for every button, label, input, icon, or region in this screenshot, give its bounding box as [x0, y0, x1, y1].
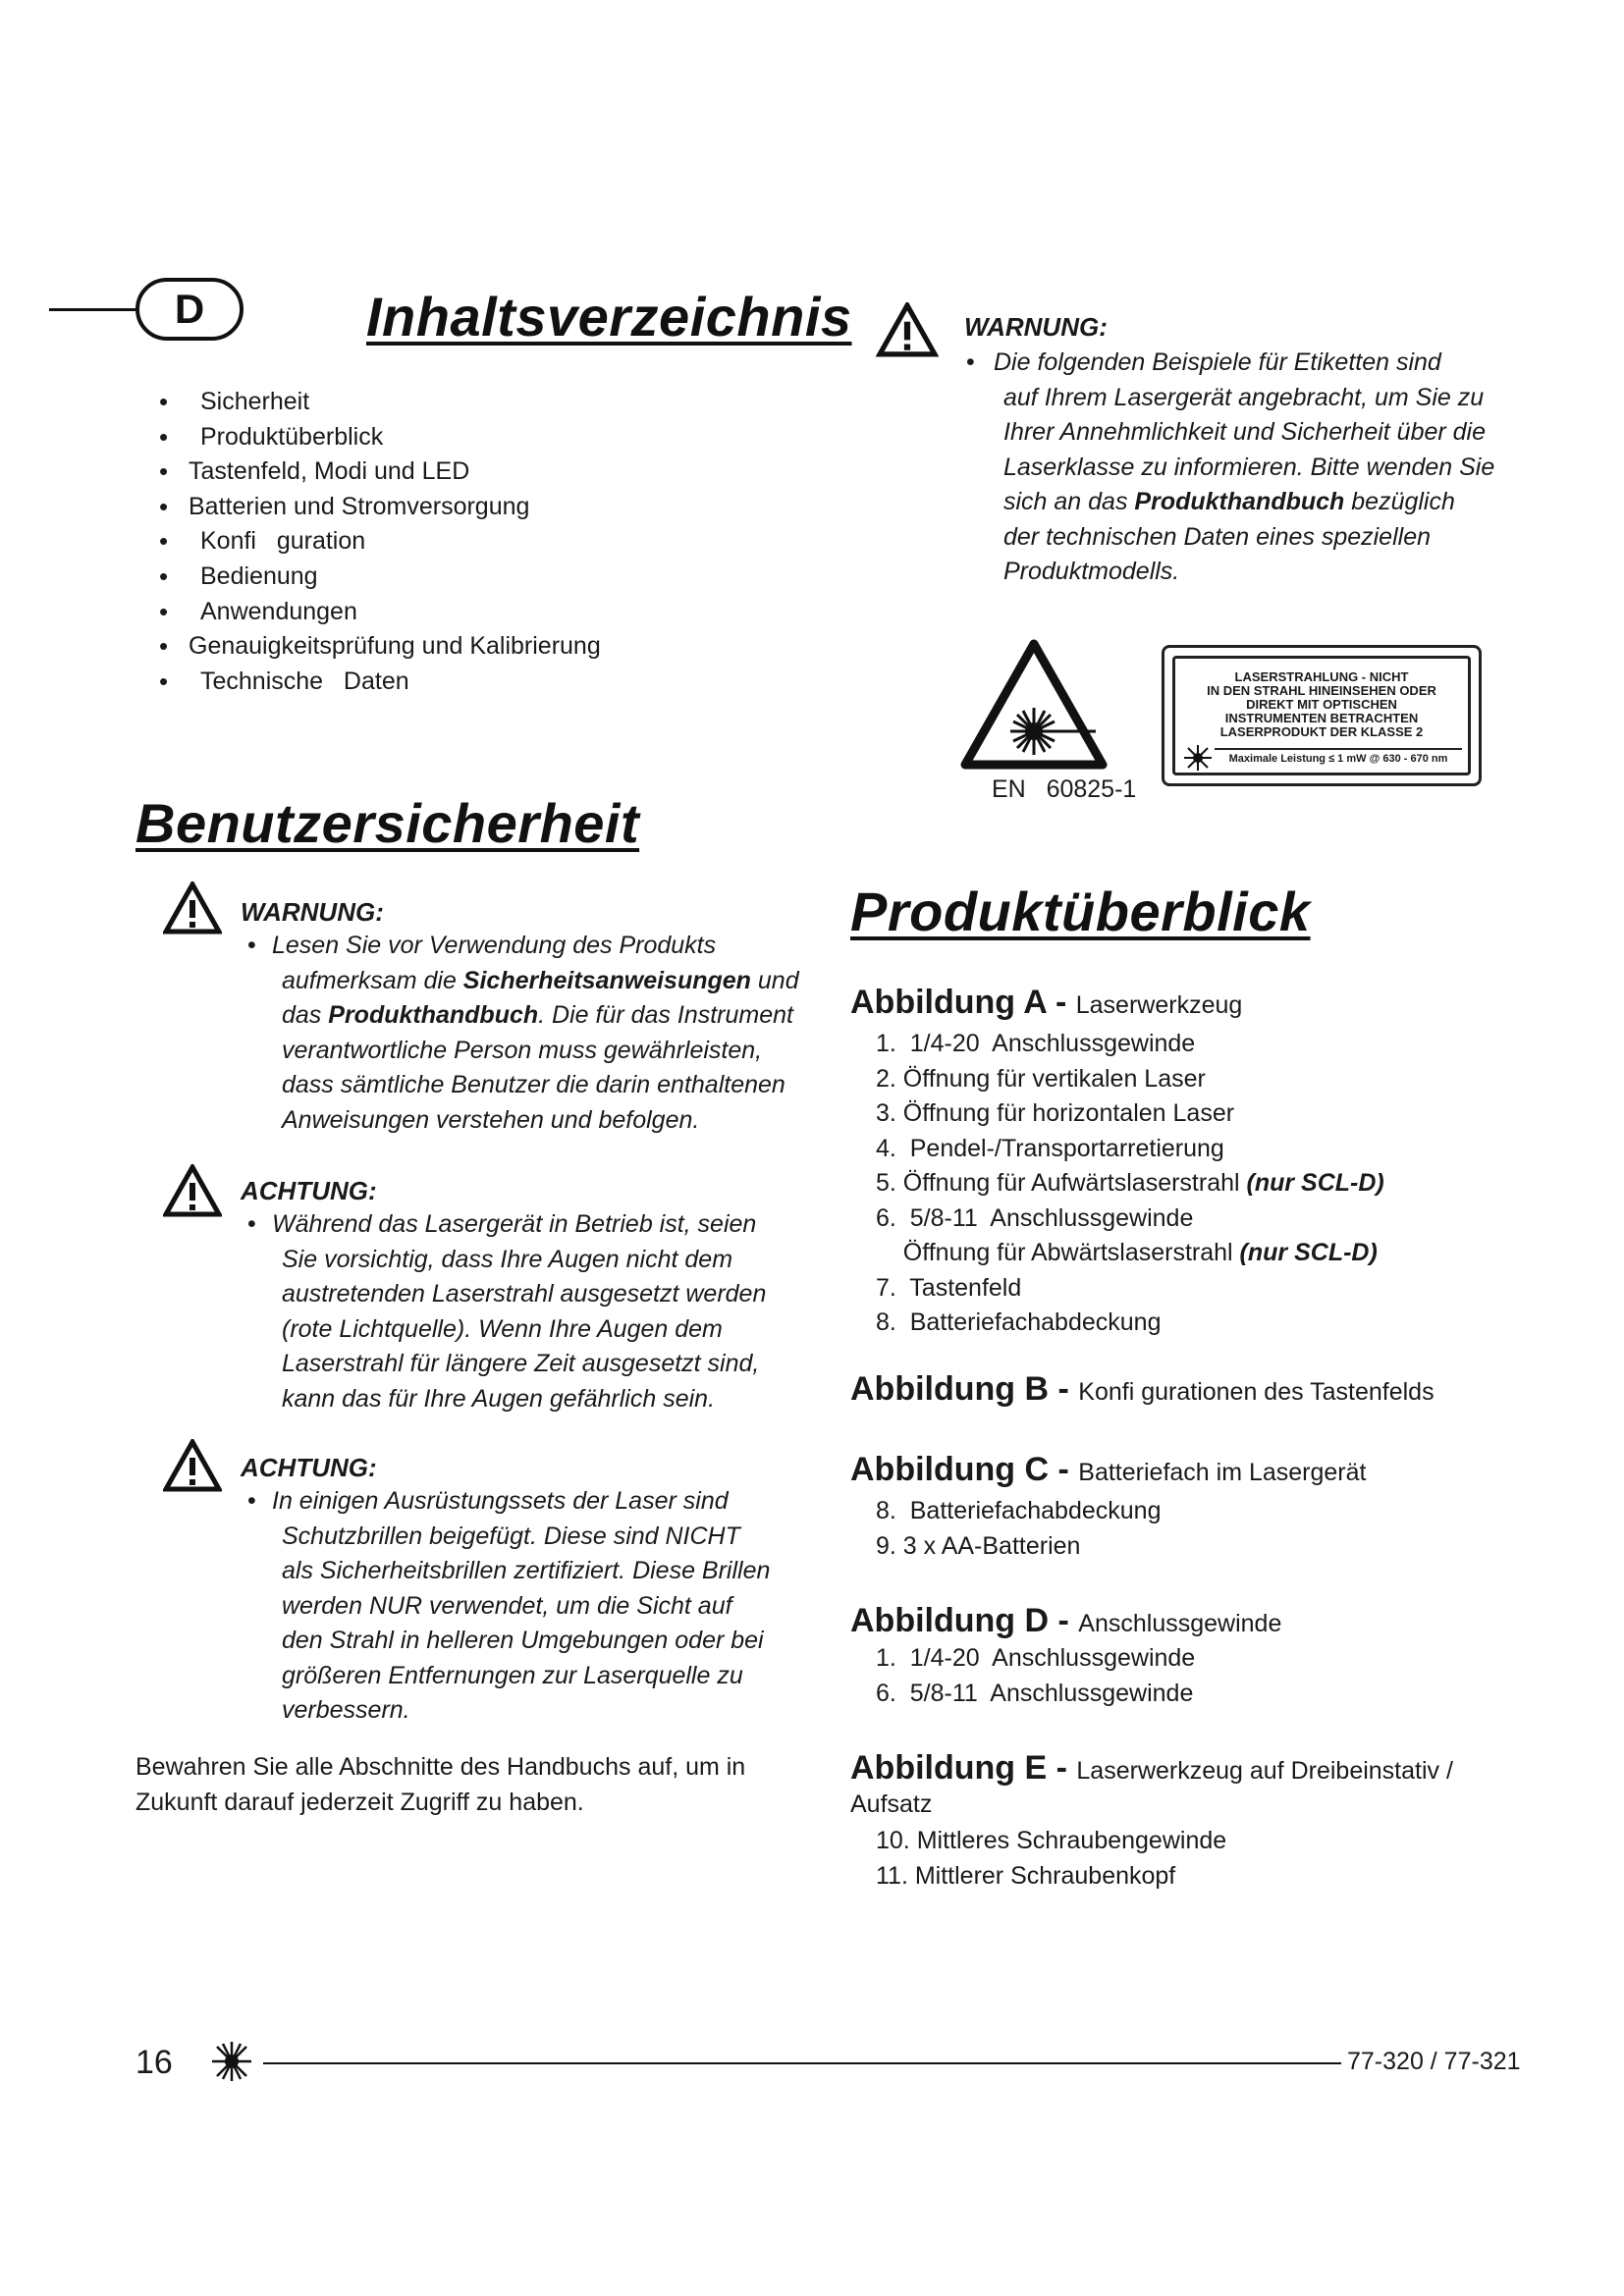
page-number: 16 — [135, 2044, 173, 2081]
laser-class-label-inner — [1172, 656, 1471, 775]
document-code: 77-320 / 77-321 — [1347, 2048, 1521, 2075]
figure-desc: Laserwerkzeug auf Dreibeinstativ / — [1076, 1757, 1453, 1785]
laser-starburst-icon — [208, 2040, 255, 2083]
list-item: 5. Öffnung für Aufwärtslaserstrahl (nur SCL-D) — [876, 1169, 1384, 1197]
caution-line: Laserstrahl für längere Zeit ausgesetzt sind, — [282, 1350, 760, 1377]
bullet: • — [247, 1210, 256, 1238]
toc-item[interactable]: • Batterien und Stromversorgung — [159, 490, 601, 525]
caution-line: Während das Lasergerät in Betrieb ist, seien — [272, 1210, 757, 1238]
figure-d-list — [876, 1641, 1195, 1711]
list-item: 4. Pendel-/Transportarretierung — [876, 1134, 1224, 1162]
note-line: Bewahren Sie alle Abschnitte des Handbuchs auf, um in — [135, 1753, 746, 1781]
list-item: 1. 1/4-20 Anschlussgewinde — [876, 1030, 1196, 1057]
warning-heading: WARNUNG: — [964, 312, 1108, 342]
figure-desc: Batteriefach im Lasergerät — [1078, 1459, 1367, 1486]
warning-line: Laserklasse zu informieren. Bitte wenden Sie — [1003, 453, 1495, 481]
toc-item[interactable]: • Anwendungen — [159, 595, 601, 630]
warning-triangle-icon — [163, 881, 222, 934]
caution-line: verbessern. — [282, 1696, 410, 1724]
product-overview-title: Produktüberblick — [850, 881, 1311, 942]
laser-label-text — [1175, 670, 1468, 739]
bullet: • — [966, 348, 975, 376]
warning-text — [966, 346, 1494, 590]
caution-heading: ACHTUNG: — [241, 1453, 377, 1482]
list-item: 10. Mittleres Schraubengewinde — [876, 1827, 1227, 1854]
warning-line: sich an das Produkthandbuch bezüglich — [1003, 488, 1455, 515]
list-item: 7. Tastenfeld — [876, 1273, 1022, 1302]
warning-line: verantwortliche Person muss gewährleisten, — [282, 1036, 763, 1064]
caution-heading: ACHTUNG: — [241, 1176, 377, 1205]
warning-line: Ihrer Annehmlichkeit und Sicherheit über die — [1003, 418, 1487, 446]
warning-line: Die folgenden Beispiele für Etiketten sind — [994, 348, 1441, 376]
figure-label: Abbildung C - — [850, 1451, 1079, 1488]
caution-text — [247, 1207, 766, 1416]
figure-desc: Anschlussgewinde — [1078, 1610, 1282, 1637]
list-item: 11. Mittlerer Schraubenkopf — [876, 1861, 1176, 1890]
caution-line: Sie vorsichtig, dass Ihre Augen nicht dem — [282, 1245, 733, 1273]
figure-a-list — [876, 1027, 1384, 1341]
caution-line: werden NUR verwendet, um die Sicht auf — [282, 1591, 732, 1620]
caution-line: austretenden Laserstrahl ausgesetzt werden — [282, 1280, 767, 1308]
list-item: 2. Öffnung für vertikalen Laser — [876, 1064, 1206, 1093]
figure-b-title — [850, 1370, 1435, 1409]
toc-item[interactable]: • Genauigkeitsprüfung und Kalibrierung — [159, 629, 601, 665]
warning-line: Lesen Sie vor Verwendung des Produkts — [272, 932, 717, 959]
caution-line: Schutzbrillen beigefügt. Diese sind NICHT — [282, 1522, 740, 1550]
laser-hazard-icon — [960, 639, 1108, 771]
bullet: • — [247, 1487, 256, 1515]
caution-line: den Strahl in helleren Umgebungen oder bei — [282, 1627, 764, 1654]
figure-desc: Konfi gurationen des Tastenfelds — [1078, 1378, 1435, 1406]
caution-line: In einigen Ausrüstungssets der Laser sind — [272, 1487, 729, 1515]
caution-line: als Sicherheitsbrillen zertifiziert. Diese Brillen — [282, 1557, 771, 1584]
toc-item[interactable]: • Sicherheit — [159, 385, 601, 420]
caution-line: kann das für Ihre Augen gefährlich sein. — [282, 1384, 716, 1413]
list-item: Öffnung für Abwärtslaserstrahl (nur SCL-D) — [876, 1239, 1378, 1266]
caution-text — [247, 1484, 770, 1729]
figure-label: Abbildung A - — [850, 984, 1076, 1021]
figure-e-desc-cont: Aufsatz — [850, 1790, 933, 1818]
laser-starburst-icon — [1181, 743, 1215, 773]
warning-line: auf Ihrem Lasergerät angebracht, um Sie zu — [1003, 383, 1485, 411]
en-standard-label: EN 60825-1 — [992, 775, 1137, 803]
figure-c-title — [850, 1451, 1366, 1489]
language-badge: D — [135, 278, 244, 341]
warning-line: der technischen Daten eines speziellen — [1003, 522, 1431, 551]
footer-rule — [263, 2062, 1341, 2064]
language-marker-line — [49, 308, 137, 311]
warning-heading: WARNUNG: — [241, 897, 384, 927]
warning-line: Produktmodells. — [1003, 558, 1180, 585]
figure-label: Abbildung E - — [850, 1749, 1077, 1787]
laser-class-label — [1162, 645, 1482, 786]
manual-note — [135, 1749, 745, 1820]
list-item: 9. 3 x AA-Batterien — [876, 1531, 1081, 1560]
toc-item[interactable]: • Produktüberblick — [159, 420, 601, 455]
caution-line: größeren Entfernungen zur Laserquelle zu — [282, 1661, 743, 1689]
warning-line: aufmerksam die Sicherheitsanweisungen und — [282, 966, 799, 994]
figure-a-title — [850, 984, 1242, 1022]
toc-list — [159, 385, 601, 699]
list-item: 8. Batteriefachabdeckung — [876, 1497, 1162, 1524]
user-safety-title: Benutzersicherheit — [135, 792, 640, 854]
list-item: 6. 5/8-11 Anschlussgewinde — [876, 1679, 1194, 1707]
label-line: DIREKT MIT OPTISCHEN — [1246, 697, 1397, 712]
note-line: Zukunft darauf jederzeit Zugriff zu haben. — [135, 1789, 584, 1816]
toc-item[interactable]: • Konfi guration — [159, 524, 601, 560]
warning-line: dass sämtliche Benutzer die darin enthaltenen — [282, 1071, 785, 1098]
figure-desc: Laserwerkzeug — [1075, 991, 1243, 1019]
list-item: 1. 1/4-20 Anschlussgewinde — [876, 1644, 1196, 1672]
toc-item[interactable]: • Bedienung — [159, 560, 601, 595]
figure-label: Abbildung B - — [850, 1370, 1079, 1408]
warning-triangle-icon — [163, 1164, 222, 1217]
warning-triangle-icon — [876, 302, 939, 357]
list-item: 6. 5/8-11 Anschlussgewinde — [876, 1203, 1194, 1232]
list-item: 8. Batteriefachabdeckung — [876, 1308, 1162, 1336]
figure-c-list — [876, 1494, 1161, 1564]
figure-e-title — [850, 1749, 1453, 1788]
figure-label: Abbildung D - — [850, 1602, 1079, 1639]
laser-power-spec: Maximale Leistung ≤ 1 mW @ 630 - 670 nm — [1215, 748, 1462, 765]
warning-text — [247, 929, 799, 1138]
label-line: IN DEN STRAHL HINEINSEHEN ODER — [1207, 683, 1436, 698]
warning-triangle-icon — [163, 1439, 222, 1492]
label-line: INSTRUMENTEN BETRACHTEN — [1224, 711, 1419, 725]
bullet: • — [247, 932, 256, 959]
toc-item[interactable]: • Tastenfeld, Modi und LED — [159, 454, 601, 490]
toc-item[interactable]: • Technische Daten — [159, 665, 601, 700]
list-item: 3. Öffnung für horizontalen Laser — [876, 1099, 1235, 1127]
toc-title: Inhaltsverzeichnis — [366, 286, 852, 347]
label-line: LASERPRODUKT DER KLASSE 2 — [1219, 724, 1424, 739]
warning-line: das Produkthandbuch. Die für das Instrument — [282, 1001, 793, 1029]
figure-d-title — [850, 1602, 1281, 1640]
figure-e-list — [876, 1824, 1226, 1894]
caution-line: (rote Lichtquelle). Wenn Ihre Augen dem — [282, 1314, 723, 1343]
label-line: LASERSTRAHLUNG - NICHT — [1234, 669, 1409, 684]
warning-line: Anweisungen verstehen und befolgen. — [282, 1105, 700, 1134]
